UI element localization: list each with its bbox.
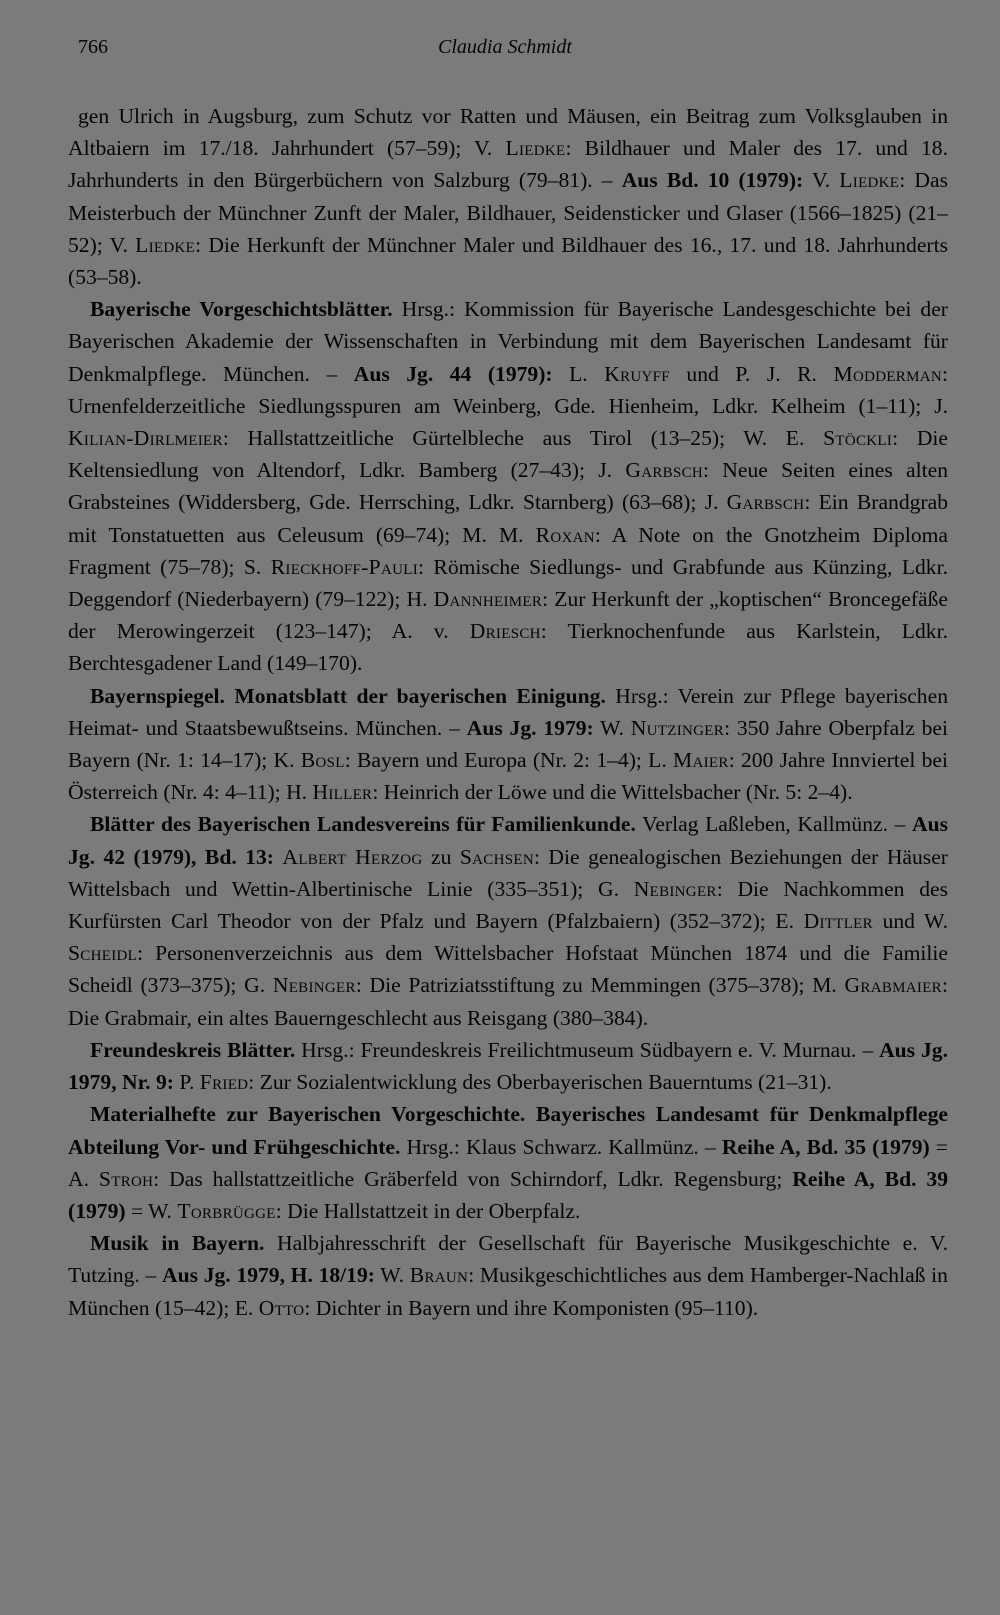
bibliography-entry bbox=[68, 1034, 948, 1098]
text-run: : Bayern und Europa (Nr. 2: 1–4); L. bbox=[344, 748, 673, 773]
running-head: Claudia Schmidt bbox=[438, 36, 572, 58]
author-name: Dannheimer bbox=[433, 587, 543, 612]
text-run: zu bbox=[422, 844, 460, 869]
text-run: = A. bbox=[68, 1134, 948, 1191]
author-name: Roxan bbox=[535, 522, 595, 547]
author-name: Albert Herzog bbox=[282, 844, 423, 869]
text-run: : Heinrich der Löwe und die Wittelsbacher (Nr. 5: 2–4). bbox=[372, 780, 853, 805]
bibliography-entry bbox=[68, 808, 948, 1033]
author-name: Braun bbox=[409, 1263, 469, 1288]
author-name: Liedke bbox=[839, 168, 900, 193]
text-run: : Die Nachkommen des Kurfürsten Carl Theodor von der Pfalz und Bayern (Pfalzbaiern) (352–372); E. bbox=[68, 876, 948, 934]
text-run: : Neue Seiten eines alten Grabsteines (Widdersberg, Gde. Herrsching, Ldkr. Starnberg) (63–68); J. bbox=[68, 458, 948, 515]
bold-run: Aus Jg. 44 (1979): bbox=[353, 361, 553, 386]
text-run: : 200 Jahre Innviertel bei Österreich (Nr. 4: 4–11); H. bbox=[68, 748, 948, 805]
author-name: Bosl bbox=[300, 748, 345, 773]
text-run: V. bbox=[803, 168, 840, 193]
text-run: L. bbox=[552, 361, 605, 386]
text-run: : Urnenfelderzeitliche Siedlungsspuren am Weinberg, Gde. Hienheim, Ldkr. Kelheim (1–11); J. bbox=[68, 361, 949, 418]
author-name: Grabmaier bbox=[844, 973, 942, 998]
bibliography-body bbox=[68, 100, 948, 1324]
text-run: und W. bbox=[872, 909, 948, 934]
bibliography-entry bbox=[68, 1227, 948, 1324]
text-run: : Die Hallstattzeit in der Oberpfalz. bbox=[275, 1198, 581, 1223]
text-run: : Ein Brandgrab mit Tonstatuetten aus Celeusum (69–74); M. M. bbox=[68, 490, 948, 547]
bold-run: Aus Bd. 10 (1979): bbox=[621, 168, 804, 193]
bibliography-entry bbox=[68, 100, 948, 293]
author-name: Nebinger bbox=[633, 876, 717, 901]
text-run: : A Note on the Gnotzheim Diploma Fragment (75–78); S. bbox=[68, 522, 948, 579]
author-name: Torbrügge bbox=[177, 1198, 276, 1223]
bold-run: Bayerische Vorgeschichtsblätter. bbox=[90, 297, 393, 322]
text-run: : Das Meisterbuch der Münchner Zunft der Maler, Bildhauer, Seidensticker und Glaser (1566–1825) (21–52); V. bbox=[68, 168, 948, 257]
bold-run: Aus Jg. 42 (1979), Bd. 13: bbox=[68, 812, 948, 869]
author-name: Modderman bbox=[833, 361, 943, 386]
author-name: Garbsch bbox=[726, 490, 805, 515]
author-name: Dittler bbox=[803, 909, 873, 934]
author-name: Driesch bbox=[469, 619, 541, 644]
bold-run: Reihe A, Bd. 39 (1979) bbox=[68, 1166, 948, 1223]
text-run: Halbjahresschrift der Gesellschaft für Bayerische Musikgeschichte e. V. Tutzing. – bbox=[68, 1231, 948, 1288]
text-run: gen Ulrich in Augsburg, zum Schutz vor Ratten und Mäusen, ein Beitrag zum Volksglauben in Altbaiern im 17./18. Jahrhundert (57–59); V. bbox=[68, 104, 948, 161]
text-run: Hrsg.: Kommission für Bayerische Landesgeschichte bei der Bayerischen Akademie der Wissenschaften in Verbindung mit dem Bayerischen Landesamt für Denkmalpflege. München. – bbox=[68, 297, 948, 386]
author-name: Otto bbox=[258, 1295, 305, 1320]
bold-run: Musik in Bayern. bbox=[90, 1231, 265, 1256]
text-run: Hrsg.: Klaus Schwarz. Kallmünz. – bbox=[400, 1134, 722, 1159]
author-name: Kruyff bbox=[604, 361, 670, 386]
bold-run: Aus Jg. 1979: bbox=[466, 715, 594, 740]
bold-run: Blätter des Bayerischen Landesvereins für Familienkunde. bbox=[90, 812, 636, 837]
bibliography-entry bbox=[68, 680, 948, 809]
author-name: Stroh bbox=[98, 1166, 154, 1191]
page-header bbox=[78, 36, 930, 66]
text-run: : 350 Jahre Oberpfalz bei Bayern (Nr. 1: 14–17); K. bbox=[68, 715, 948, 773]
text-run: : Hallstattzeitliche Gürtelbleche aus Tirol (13–25); W. E. bbox=[222, 426, 824, 451]
text-run: : Musikgeschichtliches aus dem Hamberger-Nachlaß in München (15–42); E. bbox=[68, 1263, 948, 1320]
author-name: Stöckli bbox=[823, 426, 893, 451]
author-name: Rieckhoff-Pauli bbox=[270, 554, 419, 579]
author-name: Sachsen bbox=[459, 844, 534, 869]
bold-run: Aus Jg. 1979, Nr. 9: bbox=[68, 1037, 948, 1095]
bold-run: Aus Jg. 1979, H. 18/19: bbox=[162, 1263, 375, 1288]
text-run: P. bbox=[173, 1070, 200, 1095]
text-run: : Dichter in Bayern und ihre Komponisten (95–110). bbox=[304, 1295, 759, 1320]
text-run: W. bbox=[374, 1263, 410, 1288]
author-name: Nutzinger bbox=[630, 715, 725, 740]
author-name: Scheidl bbox=[68, 941, 138, 966]
author-name: Garbsch bbox=[625, 458, 704, 483]
bibliography-entry bbox=[68, 293, 948, 679]
bibliography-entry bbox=[68, 1098, 948, 1227]
text-run: W. bbox=[593, 715, 631, 740]
bold-run: Materialhefte zur Bayerischen Vorgeschichte. Bayerisches Landesamt für Denkmalpflege Abteilung Vor- und Frühgeschichte. bbox=[68, 1102, 948, 1159]
author-name: Maier bbox=[673, 748, 729, 773]
text-run: : Die Herkunft der Münchner Maler und Bildhauer des 16., 17. und 18. Jahrhunderts (53–58). bbox=[68, 232, 948, 290]
text-run: : Die Grabmair, ein altes Bauerngeschlecht aus Reisgang (380–384). bbox=[68, 973, 948, 1030]
author-name: Hiller bbox=[312, 780, 373, 805]
author-name: Liedke bbox=[505, 136, 566, 161]
text-run: : Zur Sozialentwicklung des Oberbayerischen Bauerntums (21–31). bbox=[248, 1070, 832, 1095]
text-run: : Die genealogischen Beziehungen der Häuser Wittelsbach und Wettin-Albertinische Linie (335–351); G. bbox=[68, 844, 948, 901]
text-run: : Bildhauer und Maler des 17. und 18. Jahrhunderts in den Bürgerbüchern von Salzburg (79–81). – bbox=[68, 136, 948, 193]
author-name: Kilian-Dirlmeier bbox=[68, 426, 223, 451]
text-run: : Tierknochenfunde aus Karlstein, Ldkr. Berchtesgadener Land (149–170). bbox=[68, 619, 948, 676]
bold-run: Reihe A, Bd. 35 (1979) bbox=[721, 1134, 930, 1159]
text-run: und P. J. R. bbox=[669, 361, 834, 386]
text-run: = W. bbox=[125, 1198, 178, 1223]
author-name: Liedke bbox=[135, 232, 196, 257]
author-name: Nebinger bbox=[272, 973, 356, 998]
text-run: : Personenverzeichnis aus dem Wittelsbacher Hofstaat München 1874 und die Familie Scheidl (373–375); G. bbox=[68, 941, 948, 998]
text-run: : Die Patriziatsstiftung zu Memmingen (375–378); M. bbox=[355, 973, 845, 998]
text-run: Verlag Laßleben, Kallmünz. – bbox=[635, 812, 912, 837]
text-run: Hrsg.: Freundeskreis Freilichtmuseum Südbayern e. V. Murnau. – bbox=[295, 1037, 880, 1062]
text-run: : Römische Siedlungs- und Grabfunde aus Künzing, Ldkr. Deggendorf (Niederbayern) (79–122); H. bbox=[68, 554, 948, 612]
bold-run: Bayernspiegel. Monatsblatt der bayerischen Einigung. bbox=[90, 683, 606, 708]
text-run: : Die Keltensiedlung von Altendorf, Ldkr. Bamberg (27–43); J. bbox=[68, 426, 949, 483]
text-run: : Zur Herkunft der „koptischen“ Broncegefäße der Merowingerzeit (123–147); A. v. bbox=[68, 587, 948, 644]
text-run: Hrsg.: Verein zur Pflege bayerischen Heimat- und Staatsbewußtseins. München. – bbox=[68, 683, 948, 740]
page-number: 766 bbox=[78, 36, 108, 58]
bold-run: Freundeskreis Blätter. bbox=[90, 1037, 296, 1062]
author-name: Fried bbox=[199, 1070, 249, 1095]
text-run: : Das hallstattzeitliche Gräberfeld von Schirndorf, Ldkr. Regensburg; bbox=[153, 1166, 793, 1191]
